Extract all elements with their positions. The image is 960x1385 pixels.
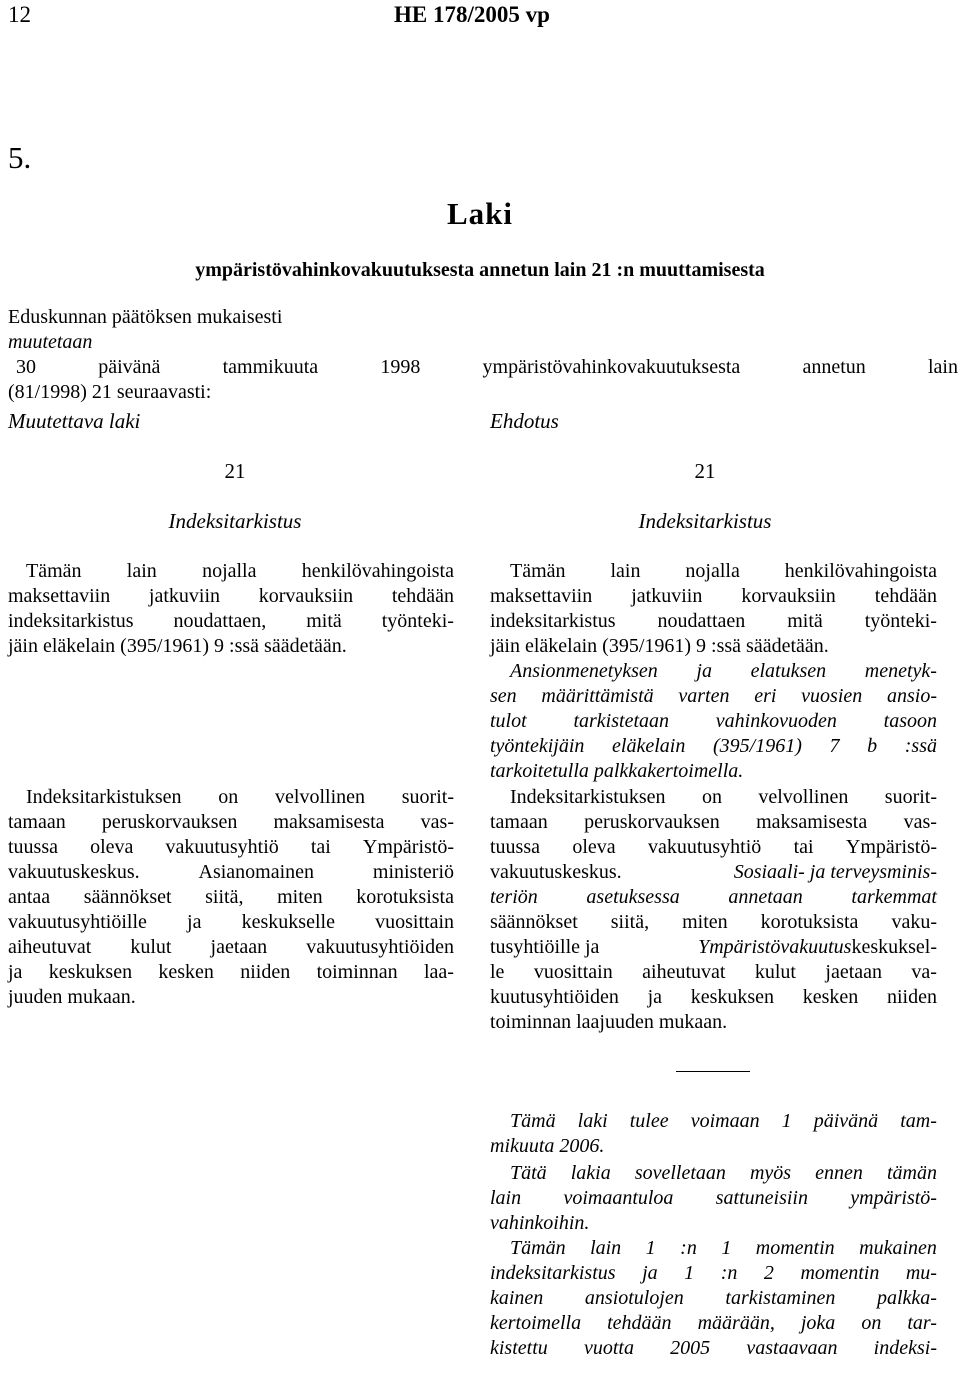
page-number: 12 xyxy=(8,2,31,27)
text-line: säännökset siitä, miten korotuksista vaku- xyxy=(490,911,937,933)
section-number: 5. xyxy=(8,140,32,175)
text-line: indeksitarkistus ja 1 :n 2 momentin mu- xyxy=(490,1262,937,1284)
text-segment-italic: Sosiaali- ja terveysminis- xyxy=(733,861,937,883)
application-provision-cont xyxy=(490,1186,937,1236)
preamble-text: 30 päivänä tammikuuta 1998 ympäristövahinkovakuutuksesta annetun lain xyxy=(16,356,958,378)
text-line: Tämä laki tulee voimaan 1 päivänä tam- xyxy=(510,1110,937,1132)
left-section-heading: Indeksitarkistus xyxy=(168,509,302,533)
column-heading-proposal: Ehdotus xyxy=(490,409,559,433)
text-line: vahinkoihin. xyxy=(490,1212,590,1234)
text-line: jäin eläkelain (395/1961) 9 :ssä säädetään. xyxy=(8,635,347,657)
text-line: maksettaviin jatkuviin korvauksiin tehdään xyxy=(490,585,937,607)
right-section-number: 21 xyxy=(694,459,716,483)
text-line xyxy=(490,860,937,885)
transition-provision-cont xyxy=(490,1261,937,1361)
text-line: juuden mukaan. xyxy=(8,986,136,1008)
section-divider xyxy=(676,1071,750,1072)
right-paragraph-1-cont xyxy=(490,584,937,659)
right-paragraph-1 xyxy=(510,559,937,584)
text-line: teriön asetuksessa annetaan tarkemmat xyxy=(490,886,937,908)
text-segment: tusyhtiöille ja xyxy=(490,936,600,958)
text-line xyxy=(490,935,937,960)
text-line: antaa säännökset siitä, miten korotuksista xyxy=(8,886,454,908)
law-title: Laki xyxy=(446,196,514,231)
text-line: jäin eläkelain (395/1961) 9 :ssä säädetään. xyxy=(490,635,829,657)
text-line: ja keskuksen kesken niiden toiminnan laa- xyxy=(8,961,454,983)
right-paragraph-italic-cont xyxy=(490,684,937,784)
left-paragraph-2 xyxy=(26,785,454,810)
text-line: Tämän lain nojalla henkilövahingoista xyxy=(510,560,937,582)
column-heading-current: Muutettava laki xyxy=(8,409,141,433)
left-paragraph-1-cont xyxy=(8,584,454,659)
text-line: tulot tarkistetaan vahinkovuoden tasoon xyxy=(490,710,937,732)
preamble-verb: muutetaan xyxy=(8,331,93,353)
text-line: Tämän lain 1 :n 1 momentin mukainen xyxy=(510,1237,937,1259)
text-line: maksettaviin jatkuviin korvauksiin tehdään xyxy=(8,585,454,607)
text-line: työntekijäin eläkelain (395/1961) 7 b :ssä xyxy=(490,735,937,757)
text-line: tuussa oleva vakuutusyhtiö tai Ympäristö- xyxy=(8,836,454,858)
text-line: aiheutuvat kulut jaetaan vakuutusyhtiöiden xyxy=(8,936,454,958)
text-line: lain voimaantuloa sattuneisiin ympäristö- xyxy=(490,1187,937,1209)
preamble-line: Eduskunnan päätöksen mukaisesti xyxy=(8,306,283,328)
preamble-line: (81/1998) 21 seuraavasti: xyxy=(8,381,212,403)
left-section-number: 21 xyxy=(224,459,246,483)
text-line: le vuosittain aiheutuvat kulut jaetaan va- xyxy=(490,961,937,983)
text-line: indeksitarkistus noudattaen mitä työnteki- xyxy=(490,610,937,632)
text-line: mikuuta 2006. xyxy=(490,1135,605,1157)
text-line: kuutusyhtiöiden ja keskuksen kesken niiden xyxy=(490,986,937,1008)
preamble-line xyxy=(8,330,958,380)
text-line: vakuutuskeskus. Asianomainen ministeriö xyxy=(8,861,454,883)
transition-provision xyxy=(510,1236,937,1261)
text-segment: keskuksel- xyxy=(851,936,937,958)
text-line: kertoimella tehdään määrään, joka on tar- xyxy=(490,1312,937,1334)
law-subtitle: ympäristövahinkovakuutuksesta annetun lain 21 :n muuttamisesta xyxy=(195,259,765,281)
application-provision xyxy=(510,1161,937,1186)
text-segment-italic: Ympäristövakuutus xyxy=(698,936,852,958)
text-line: Ansionmenetyksen ja elatuksen menetyk- xyxy=(510,660,937,682)
text-line: tamaan peruskorvauksen maksamisesta vas- xyxy=(8,811,454,833)
text-line: toiminnan laajuuden mukaan. xyxy=(490,1011,728,1033)
preamble xyxy=(8,305,958,405)
entry-into-force-cont xyxy=(490,1134,937,1159)
text-line: tarkoitetulla palkkakertoimella. xyxy=(490,760,744,782)
left-paragraph-1 xyxy=(26,559,454,584)
text-line: tamaan peruskorvauksen maksamisesta vas- xyxy=(490,811,937,833)
text-line: sen määrittämistä varten eri vuosien ansio- xyxy=(490,685,937,707)
text-line: Tämän lain nojalla henkilövahingoista xyxy=(26,560,454,582)
text-line: tuussa oleva vakuutusyhtiö tai Ympäristö- xyxy=(490,836,937,858)
left-paragraph-2-cont xyxy=(8,810,454,1010)
text-line: Indeksitarkistuksen on velvollinen suorit- xyxy=(26,786,454,808)
right-paragraph-2 xyxy=(510,785,937,810)
text-line: kainen ansiotulojen tarkistaminen palkka- xyxy=(490,1287,937,1309)
entry-into-force xyxy=(510,1109,937,1134)
right-paragraph-2-cont xyxy=(490,810,937,1035)
text-line: vakuutusyhtiöille ja keskukselle vuosittain xyxy=(8,911,454,933)
right-section-heading: Indeksitarkistus xyxy=(638,509,772,533)
text-segment-mixed xyxy=(698,935,937,960)
right-paragraph-italic xyxy=(510,659,937,684)
text-line: indeksitarkistus noudattaen, mitä työnteki- xyxy=(8,610,454,632)
document-reference: HE 178/2005 vp xyxy=(394,2,550,27)
text-line: Indeksitarkistuksen on velvollinen suorit- xyxy=(510,786,937,808)
text-segment: vakuutuskeskus. xyxy=(490,861,622,883)
text-line: kistettu vuotta 2005 vastaavaan indeksi- xyxy=(490,1337,937,1359)
text-line: Tätä lakia sovelletaan myös ennen tämän xyxy=(510,1162,937,1184)
